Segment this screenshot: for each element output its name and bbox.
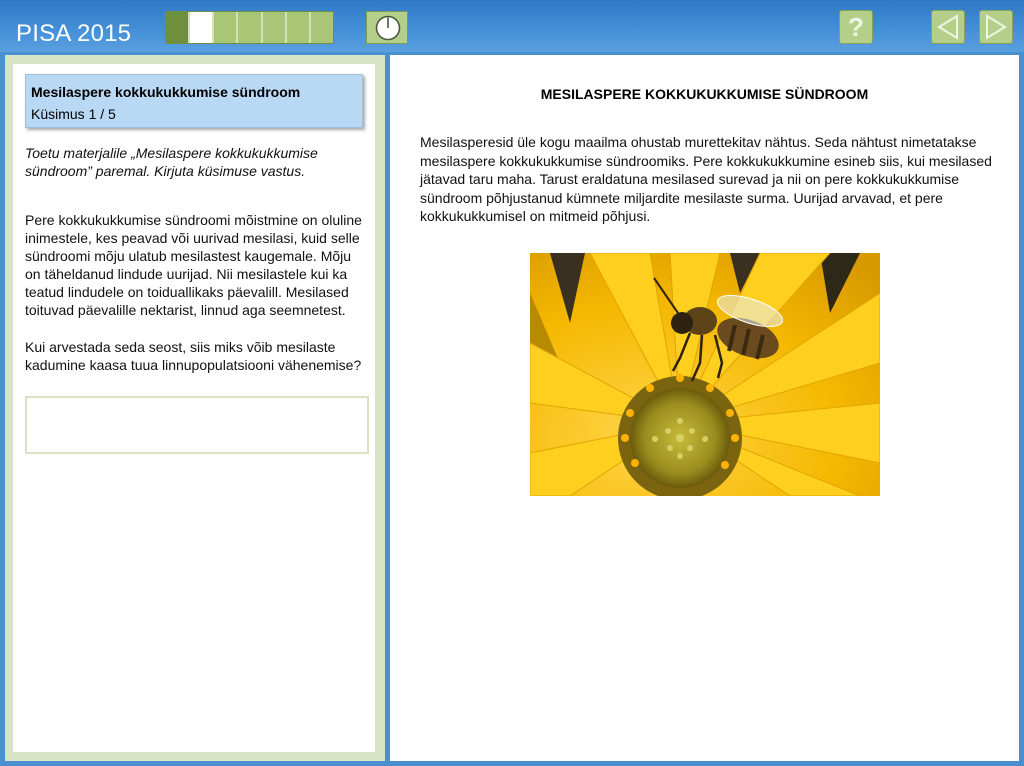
progress-step	[263, 12, 287, 43]
next-button[interactable]	[979, 10, 1013, 44]
clock-icon	[375, 15, 401, 41]
question-panel-content	[13, 64, 375, 752]
progress-step	[238, 12, 262, 43]
answer-input[interactable]	[25, 396, 369, 454]
progress-step	[311, 12, 333, 43]
progress-step	[166, 12, 190, 43]
question-progress-bar	[165, 11, 334, 44]
arrow-left-icon	[936, 14, 960, 40]
question-header	[25, 74, 363, 128]
previous-button[interactable]	[931, 10, 965, 44]
progress-step-current	[190, 12, 214, 43]
bee-on-sunflower-image	[530, 253, 880, 496]
progress-step	[287, 12, 311, 43]
timer-indicator	[366, 11, 408, 44]
arrow-right-icon	[984, 14, 1008, 40]
top-bar	[0, 0, 1024, 52]
question-counter: Küsimus 1 / 5	[31, 106, 116, 122]
reading-panel	[390, 55, 1019, 761]
progress-step	[214, 12, 238, 43]
question-paragraph: Pere kokkukukkumise sündroomi mõistmine on oluline inimestele, kes peavad või uurivad mesilasi, kuid selle sündroomi mõju ulatub mesilastest kaugemale. Mõju on täheldanud lindude uurijad. Nii mesilastele kui ka teatud lindudele on toiduallikaks päevalill. Mesilased toituvad päevalille nektarist, linnud aga seemnetest.	[25, 212, 362, 318]
help-button[interactable]	[839, 10, 873, 44]
app-title: PISA 2015	[16, 20, 132, 47]
reading-body: Mesilasperesid üle kogu maailma ohustab murettekitav nähtus. Seda nähtust nimetatakse mesilaspere kokkukukkumise sündroomiks. Pere kokkukukkumine esineb siis, kui mesilased jätavad taru maha. Tarust eraldatuna mesilased surevad ja nii on pere kokkukukkumise sündroom põhjustanud kümnete miljardite mesilaste surma. Uurijad arvavad, et pere kokkukukkumisel on mitmeid põhjusi.	[420, 134, 992, 224]
reading-title: MESILASPERE KOKKUKUKKUMISE SÜNDROOM	[540, 86, 869, 102]
question-panel	[5, 55, 385, 761]
question-mark-icon: ?	[848, 11, 864, 42]
question-instruction: Toetu materjalile „Mesilaspere kokkukukkumise sündroom” paremal. Kirjuta küsimuse vastus.	[25, 145, 318, 179]
question-title: Mesilaspere kokkukukkumise sündroom	[31, 84, 301, 100]
question-prompt: Kui arvestada seda seost, siis miks võib mesilaste kadumine kaasa tuua linnupopulatsiooni vähenemise?	[25, 339, 362, 373]
sunflower-photo	[530, 253, 880, 496]
